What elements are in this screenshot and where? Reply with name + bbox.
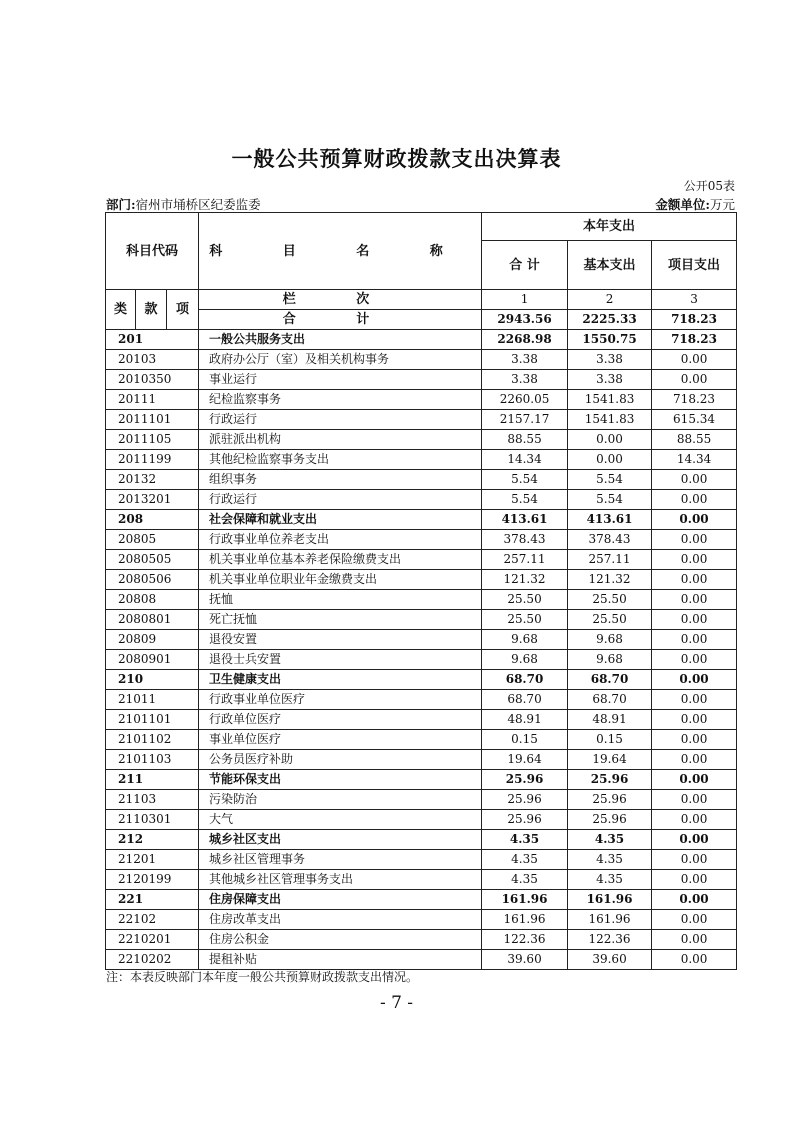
row-basic: 5.54 bbox=[568, 470, 652, 490]
row-project: 0.00 bbox=[652, 510, 737, 530]
table-row bbox=[106, 570, 737, 590]
row-total: 25.96 bbox=[482, 770, 568, 790]
row-code: 21103 bbox=[106, 790, 199, 810]
header-total: 合 计 bbox=[482, 241, 568, 290]
row-project: 0.00 bbox=[652, 530, 737, 550]
row-name: 行政事业单位养老支出 bbox=[199, 530, 482, 550]
unit-label: 金额单位: bbox=[655, 197, 710, 212]
row-name: 城乡社区管理事务 bbox=[199, 850, 482, 870]
header-xiang: 项 bbox=[167, 290, 199, 330]
table-row bbox=[106, 550, 737, 570]
row-name: 公务员医疗补助 bbox=[199, 750, 482, 770]
row-total: 2260.05 bbox=[482, 390, 568, 410]
table-row bbox=[106, 870, 737, 890]
header-subject-name: 科 目 名 称 bbox=[199, 213, 482, 290]
unit-line bbox=[655, 195, 735, 213]
row-basic: 39.60 bbox=[568, 950, 652, 970]
row-code: 2011199 bbox=[106, 450, 199, 470]
table-row bbox=[106, 670, 737, 690]
table-row bbox=[106, 390, 737, 410]
row-basic: 9.68 bbox=[568, 650, 652, 670]
row-name: 污染防治 bbox=[199, 790, 482, 810]
table-row bbox=[106, 710, 737, 730]
row-total: 25.50 bbox=[482, 610, 568, 630]
row-project: 88.55 bbox=[652, 430, 737, 450]
header-lei: 类 bbox=[106, 290, 136, 330]
row-name: 死亡抚恤 bbox=[199, 610, 482, 630]
row-total: 68.70 bbox=[482, 690, 568, 710]
department-name: 宿州市埇桥区纪委监委 bbox=[135, 197, 261, 212]
row-code: 212 bbox=[106, 830, 199, 850]
table-row bbox=[106, 930, 737, 950]
row-basic: 25.96 bbox=[568, 810, 652, 830]
footnote: 注：本表反映部门本年度一般公共预算财政拨款支出情况。 bbox=[106, 970, 419, 984]
grand-total-label: 合 计 bbox=[199, 310, 482, 330]
row-name: 纪检监察事务 bbox=[199, 390, 482, 410]
row-project: 0.00 bbox=[652, 490, 737, 510]
row-total: 5.54 bbox=[482, 490, 568, 510]
row-code: 20808 bbox=[106, 590, 199, 610]
row-project: 0.00 bbox=[652, 650, 737, 670]
row-code: 2210201 bbox=[106, 930, 199, 950]
table-row bbox=[106, 810, 737, 830]
row-basic: 9.68 bbox=[568, 630, 652, 650]
row-basic: 4.35 bbox=[568, 850, 652, 870]
header-project: 项目支出 bbox=[652, 241, 737, 290]
row-basic: 1541.83 bbox=[568, 390, 652, 410]
row-project: 0.00 bbox=[652, 830, 737, 850]
row-name: 社会保障和就业支出 bbox=[199, 510, 482, 530]
row-total: 378.43 bbox=[482, 530, 568, 550]
row-basic: 1550.75 bbox=[568, 330, 652, 350]
table-row bbox=[106, 790, 737, 810]
row-total: 39.60 bbox=[482, 950, 568, 970]
column-number-1: 1 bbox=[482, 290, 568, 310]
row-code: 221 bbox=[106, 890, 199, 910]
page-number: - 7 - bbox=[379, 993, 414, 1013]
row-basic: 0.15 bbox=[568, 730, 652, 750]
page-title: 一般公共预算财政拨款支出决算表 bbox=[231, 146, 562, 171]
row-name: 节能环保支出 bbox=[199, 770, 482, 790]
header-subject-code: 科目代码 bbox=[106, 213, 199, 290]
row-total: 0.15 bbox=[482, 730, 568, 750]
row-code: 2210202 bbox=[106, 950, 199, 970]
row-total: 68.70 bbox=[482, 670, 568, 690]
table-row bbox=[106, 830, 737, 850]
row-project: 0.00 bbox=[652, 690, 737, 710]
row-name: 行政运行 bbox=[199, 490, 482, 510]
row-total: 4.35 bbox=[482, 870, 568, 890]
row-basic: 19.64 bbox=[568, 750, 652, 770]
row-code: 2110301 bbox=[106, 810, 199, 830]
row-name: 行政运行 bbox=[199, 410, 482, 430]
grand-total-project: 718.23 bbox=[652, 310, 737, 330]
row-total: 9.68 bbox=[482, 650, 568, 670]
table-row bbox=[106, 510, 737, 530]
row-name: 组织事务 bbox=[199, 470, 482, 490]
row-code: 20809 bbox=[106, 630, 199, 650]
row-total: 2157.17 bbox=[482, 410, 568, 430]
row-project: 0.00 bbox=[652, 810, 737, 830]
row-name: 退役士兵安置 bbox=[199, 650, 482, 670]
row-basic: 4.35 bbox=[568, 830, 652, 850]
row-project: 718.23 bbox=[652, 330, 737, 350]
row-total: 413.61 bbox=[482, 510, 568, 530]
row-project: 0.00 bbox=[652, 850, 737, 870]
row-name: 行政事业单位医疗 bbox=[199, 690, 482, 710]
row-basic: 3.38 bbox=[568, 370, 652, 390]
header-basic: 基本支出 bbox=[568, 241, 652, 290]
grand-total-basic: 2225.33 bbox=[568, 310, 652, 330]
row-project: 0.00 bbox=[652, 370, 737, 390]
row-code: 2013201 bbox=[106, 490, 199, 510]
row-project: 0.00 bbox=[652, 910, 737, 930]
row-total: 122.36 bbox=[482, 930, 568, 950]
table-row bbox=[106, 610, 737, 630]
header-kuan: 款 bbox=[136, 290, 167, 330]
table-row bbox=[106, 450, 737, 470]
row-total: 9.68 bbox=[482, 630, 568, 650]
row-project: 0.00 bbox=[652, 790, 737, 810]
row-project: 0.00 bbox=[652, 350, 737, 370]
row-basic: 413.61 bbox=[568, 510, 652, 530]
row-total: 3.38 bbox=[482, 350, 568, 370]
table-row bbox=[106, 730, 737, 750]
row-code: 2101103 bbox=[106, 750, 199, 770]
table-row bbox=[106, 330, 737, 350]
row-total: 88.55 bbox=[482, 430, 568, 450]
row-name: 城乡社区支出 bbox=[199, 830, 482, 850]
row-total: 4.35 bbox=[482, 830, 568, 850]
row-total: 5.54 bbox=[482, 470, 568, 490]
table-row bbox=[106, 430, 737, 450]
table-body bbox=[106, 330, 737, 970]
row-name: 大气 bbox=[199, 810, 482, 830]
table-row bbox=[106, 590, 737, 610]
row-basic: 25.96 bbox=[568, 770, 652, 790]
grand-total-total: 2943.56 bbox=[482, 310, 568, 330]
row-total: 161.96 bbox=[482, 890, 568, 910]
row-basic: 1541.83 bbox=[568, 410, 652, 430]
expenditure-table bbox=[105, 212, 737, 970]
row-code: 201 bbox=[106, 330, 199, 350]
table-row bbox=[106, 410, 737, 430]
row-total: 25.96 bbox=[482, 810, 568, 830]
row-code: 211 bbox=[106, 770, 199, 790]
row-total: 2268.98 bbox=[482, 330, 568, 350]
row-project: 0.00 bbox=[652, 630, 737, 650]
row-basic: 68.70 bbox=[568, 670, 652, 690]
row-project: 0.00 bbox=[652, 950, 737, 970]
row-name: 住房公积金 bbox=[199, 930, 482, 950]
row-total: 3.38 bbox=[482, 370, 568, 390]
table-row bbox=[106, 910, 737, 930]
row-total: 4.35 bbox=[482, 850, 568, 870]
row-total: 25.50 bbox=[482, 590, 568, 610]
row-code: 2080901 bbox=[106, 650, 199, 670]
row-name: 退役安置 bbox=[199, 630, 482, 650]
row-total: 121.32 bbox=[482, 570, 568, 590]
table-row bbox=[106, 490, 737, 510]
table-row bbox=[106, 690, 737, 710]
row-project: 0.00 bbox=[652, 670, 737, 690]
row-name: 机关事业单位职业年金缴费支出 bbox=[199, 570, 482, 590]
row-project: 0.00 bbox=[652, 570, 737, 590]
row-project: 0.00 bbox=[652, 870, 737, 890]
row-code: 208 bbox=[106, 510, 199, 530]
row-basic: 0.00 bbox=[568, 430, 652, 450]
column-number-3: 3 bbox=[652, 290, 737, 310]
row-basic: 122.36 bbox=[568, 930, 652, 950]
row-basic: 378.43 bbox=[568, 530, 652, 550]
row-code: 20132 bbox=[106, 470, 199, 490]
row-basic: 0.00 bbox=[568, 450, 652, 470]
row-name: 事业单位医疗 bbox=[199, 730, 482, 750]
row-code: 2010350 bbox=[106, 370, 199, 390]
row-project: 0.00 bbox=[652, 770, 737, 790]
row-project: 0.00 bbox=[652, 590, 737, 610]
row-total: 14.34 bbox=[482, 450, 568, 470]
row-name: 事业运行 bbox=[199, 370, 482, 390]
row-project: 0.00 bbox=[652, 610, 737, 630]
row-name: 抚恤 bbox=[199, 590, 482, 610]
table-row bbox=[106, 950, 737, 970]
table-row bbox=[106, 530, 737, 550]
row-name: 行政单位医疗 bbox=[199, 710, 482, 730]
row-code: 2080801 bbox=[106, 610, 199, 630]
row-name: 派驻派出机构 bbox=[199, 430, 482, 450]
table-row bbox=[106, 890, 737, 910]
row-total: 161.96 bbox=[482, 910, 568, 930]
row-code: 2080505 bbox=[106, 550, 199, 570]
table-row bbox=[106, 750, 737, 770]
row-name: 提租补贴 bbox=[199, 950, 482, 970]
row-project: 0.00 bbox=[652, 710, 737, 730]
row-project: 615.34 bbox=[652, 410, 737, 430]
row-code: 21011 bbox=[106, 690, 199, 710]
department-line bbox=[106, 195, 261, 213]
table-row bbox=[106, 630, 737, 650]
row-code: 21201 bbox=[106, 850, 199, 870]
row-total: 48.91 bbox=[482, 710, 568, 730]
row-basic: 25.50 bbox=[568, 610, 652, 630]
table-row bbox=[106, 650, 737, 670]
row-project: 0.00 bbox=[652, 750, 737, 770]
row-name: 住房保障支出 bbox=[199, 890, 482, 910]
row-code: 2101101 bbox=[106, 710, 199, 730]
header-year-expenditure: 本年支出 bbox=[482, 213, 737, 241]
row-code: 2011105 bbox=[106, 430, 199, 450]
row-basic: 4.35 bbox=[568, 870, 652, 890]
row-basic: 161.96 bbox=[568, 910, 652, 930]
row-code: 20805 bbox=[106, 530, 199, 550]
row-basic: 48.91 bbox=[568, 710, 652, 730]
row-project: 718.23 bbox=[652, 390, 737, 410]
row-code: 20103 bbox=[106, 350, 199, 370]
row-name: 一般公共服务支出 bbox=[199, 330, 482, 350]
table-row bbox=[106, 770, 737, 790]
row-code: 2011101 bbox=[106, 410, 199, 430]
row-project: 0.00 bbox=[652, 730, 737, 750]
row-code: 20111 bbox=[106, 390, 199, 410]
row-project: 0.00 bbox=[652, 470, 737, 490]
row-basic: 68.70 bbox=[568, 690, 652, 710]
form-number: 公开05表 bbox=[683, 179, 735, 193]
row-code: 2080506 bbox=[106, 570, 199, 590]
row-project: 14.34 bbox=[652, 450, 737, 470]
table-row bbox=[106, 470, 737, 490]
row-total: 19.64 bbox=[482, 750, 568, 770]
row-project: 0.00 bbox=[652, 930, 737, 950]
row-name: 机关事业单位基本养老保险缴费支出 bbox=[199, 550, 482, 570]
department-label: 部门: bbox=[106, 197, 136, 212]
row-name: 其他城乡社区管理事务支出 bbox=[199, 870, 482, 890]
table-row bbox=[106, 850, 737, 870]
row-basic: 121.32 bbox=[568, 570, 652, 590]
row-project: 0.00 bbox=[652, 550, 737, 570]
header-column-order: 栏 次 bbox=[199, 290, 482, 310]
row-basic: 161.96 bbox=[568, 890, 652, 910]
row-code: 2120199 bbox=[106, 870, 199, 890]
column-number-2: 2 bbox=[568, 290, 652, 310]
row-basic: 25.96 bbox=[568, 790, 652, 810]
row-code: 2101102 bbox=[106, 730, 199, 750]
row-project: 0.00 bbox=[652, 890, 737, 910]
row-total: 257.11 bbox=[482, 550, 568, 570]
row-name: 卫生健康支出 bbox=[199, 670, 482, 690]
row-total: 25.96 bbox=[482, 790, 568, 810]
table-row bbox=[106, 370, 737, 390]
table-row bbox=[106, 350, 737, 370]
row-name: 住房改革支出 bbox=[199, 910, 482, 930]
row-basic: 257.11 bbox=[568, 550, 652, 570]
row-name: 政府办公厅（室）及相关机构事务 bbox=[199, 350, 482, 370]
row-name: 其他纪检监察事务支出 bbox=[199, 450, 482, 470]
row-code: 22102 bbox=[106, 910, 199, 930]
row-basic: 5.54 bbox=[568, 490, 652, 510]
unit-value: 万元 bbox=[709, 197, 735, 212]
row-basic: 3.38 bbox=[568, 350, 652, 370]
row-basic: 25.50 bbox=[568, 590, 652, 610]
row-code: 210 bbox=[106, 670, 199, 690]
